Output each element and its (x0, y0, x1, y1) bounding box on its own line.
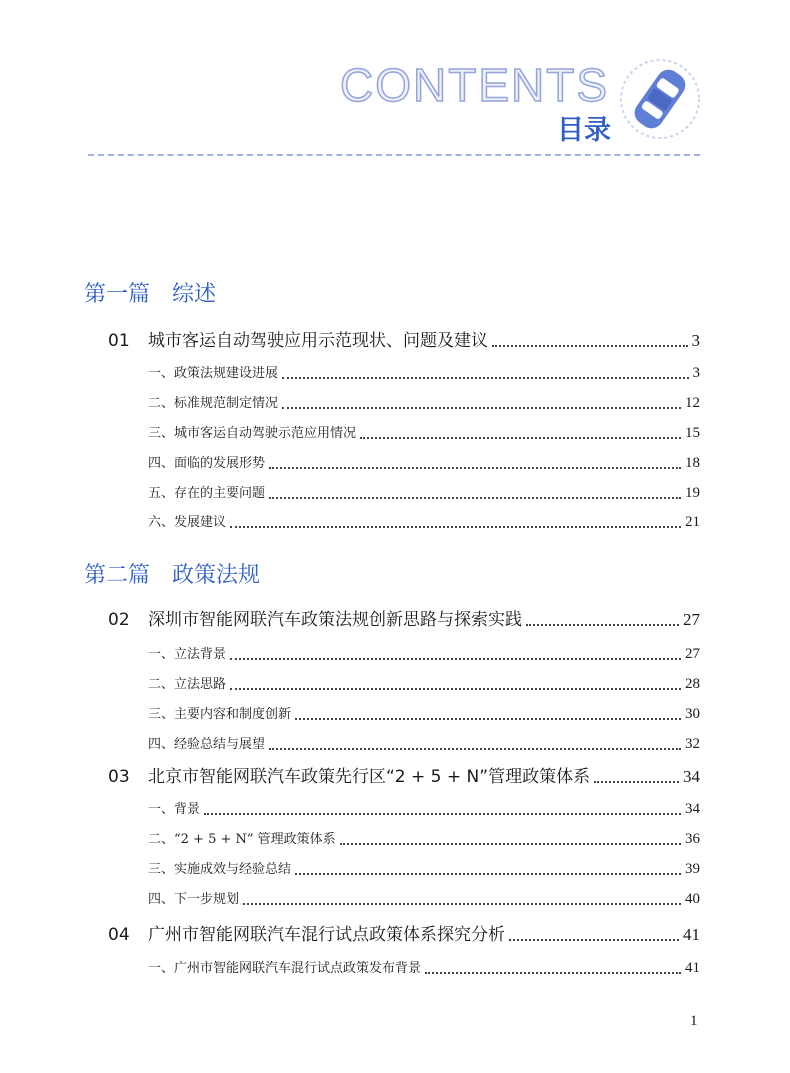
part-heading (84, 284, 216, 306)
page-ref: 34 (683, 767, 700, 786)
part-label: 第二篇 (84, 563, 151, 588)
page-ref: 32 (685, 736, 700, 752)
part-label: 第一篇 (84, 282, 151, 307)
contents-heading: CONTENTS (340, 59, 609, 111)
toc-section-entry[interactable] (148, 890, 700, 909)
dot-leader (509, 939, 679, 941)
page-ref: 3 (691, 331, 700, 350)
dot-leader (269, 748, 681, 750)
toc-section-entry[interactable] (148, 484, 700, 503)
toc-section-entry[interactable] (148, 830, 700, 849)
section-title: 二、立法思路 (148, 677, 227, 692)
dot-leader (594, 781, 679, 783)
page-ref: 40 (685, 891, 700, 907)
section-title: 四、面临的发展形势 (148, 456, 266, 471)
section-title: 三、主要内容和制度创新 (148, 707, 292, 722)
section-title: 一、背景 (148, 802, 201, 817)
dot-leader (492, 345, 688, 347)
page-ref: 27 (683, 610, 700, 629)
chapter-number: 03 (108, 767, 130, 787)
chapter-number: 01 (108, 331, 130, 351)
page-ref: 27 (685, 646, 700, 662)
dot-leader (295, 873, 681, 875)
page-ref: 41 (685, 960, 700, 976)
dot-leader (230, 658, 681, 660)
section-title: 一、立法背景 (148, 647, 227, 662)
toc-section-entry[interactable] (148, 394, 700, 413)
chapter-title: 深圳市智能网联汽车政策法规创新思路与探索实践 (148, 610, 522, 630)
header-divider (88, 154, 700, 156)
part-name: 综述 (172, 282, 217, 307)
dot-leader (269, 497, 681, 499)
toc-section-entry[interactable] (148, 705, 700, 724)
dot-leader (340, 843, 681, 845)
dot-leader (282, 407, 681, 409)
page-ref: 3 (692, 365, 700, 381)
toc-section-entry[interactable] (148, 675, 700, 694)
chapter-title: 城市客运自动驾驶应用示范现状、问题及建议 (148, 331, 488, 351)
page-ref: 30 (685, 706, 700, 722)
dot-leader (269, 467, 681, 469)
toc-chapter-entry[interactable] (108, 610, 700, 630)
page-ref: 39 (685, 861, 700, 877)
toc-chapter-entry[interactable] (108, 925, 700, 945)
toc-section-entry[interactable] (148, 645, 700, 664)
dot-leader (243, 903, 681, 905)
car-icon (619, 58, 701, 140)
dot-leader (282, 377, 688, 379)
page-ref: 36 (685, 831, 700, 847)
chapter-title: 广州市智能网联汽车混行试点政策体系探究分析 (148, 925, 505, 945)
chapter-number: 02 (108, 610, 130, 630)
toc-chapter-entry[interactable] (108, 767, 700, 787)
section-title: 一、政策法规建设进展 (148, 366, 279, 381)
page-ref: 12 (685, 395, 700, 411)
page-ref: 15 (685, 425, 700, 441)
dot-leader (230, 688, 681, 690)
section-title: 一、广州市智能网联汽车混行试点政策发布背景 (148, 961, 422, 976)
page-ref: 34 (685, 801, 700, 817)
section-title: 三、实施成效与经验总结 (148, 862, 292, 877)
section-title: 四、经验总结与展望 (148, 737, 266, 752)
dot-leader (204, 813, 681, 815)
section-title: 三、城市客运自动驾驶示范应用情况 (148, 426, 357, 441)
page-ref: 18 (685, 455, 700, 471)
dot-leader (360, 437, 681, 439)
chapter-number: 04 (108, 925, 130, 945)
dot-leader (295, 718, 681, 720)
dot-leader (425, 972, 681, 974)
toc-chapter-entry[interactable] (108, 331, 700, 351)
section-title: 五、存在的主要问题 (148, 486, 266, 501)
toc-section-entry[interactable] (148, 959, 700, 978)
dot-leader (526, 624, 679, 626)
toc-section-entry[interactable] (148, 860, 700, 879)
part-name: 政策法规 (172, 563, 261, 588)
toc-section-entry[interactable] (148, 364, 700, 383)
part-heading (84, 565, 260, 587)
toc-section-entry[interactable] (148, 513, 700, 532)
section-title: 六、发展建议 (148, 515, 227, 530)
chapter-title: 北京市智能网联汽车政策先行区“2 + 5 + N”管理政策体系 (148, 767, 591, 787)
section-title: 二、标准规范制定情况 (148, 396, 279, 411)
toc-section-entry[interactable] (148, 800, 700, 819)
toc-section-entry[interactable] (148, 424, 700, 443)
page-ref: 41 (683, 925, 700, 944)
page-ref: 21 (685, 514, 700, 530)
toc-section-entry[interactable] (148, 735, 700, 754)
page-number: 1 (690, 1013, 698, 1029)
page-title: 目录 (557, 115, 611, 146)
toc-section-entry[interactable] (148, 454, 700, 473)
section-title: 二、“2 + 5 + N” 管理政策体系 (148, 832, 336, 847)
section-title: 四、下一步规划 (148, 892, 240, 907)
page-ref: 28 (685, 676, 700, 692)
dot-leader (230, 526, 681, 528)
page-ref: 19 (685, 485, 700, 501)
